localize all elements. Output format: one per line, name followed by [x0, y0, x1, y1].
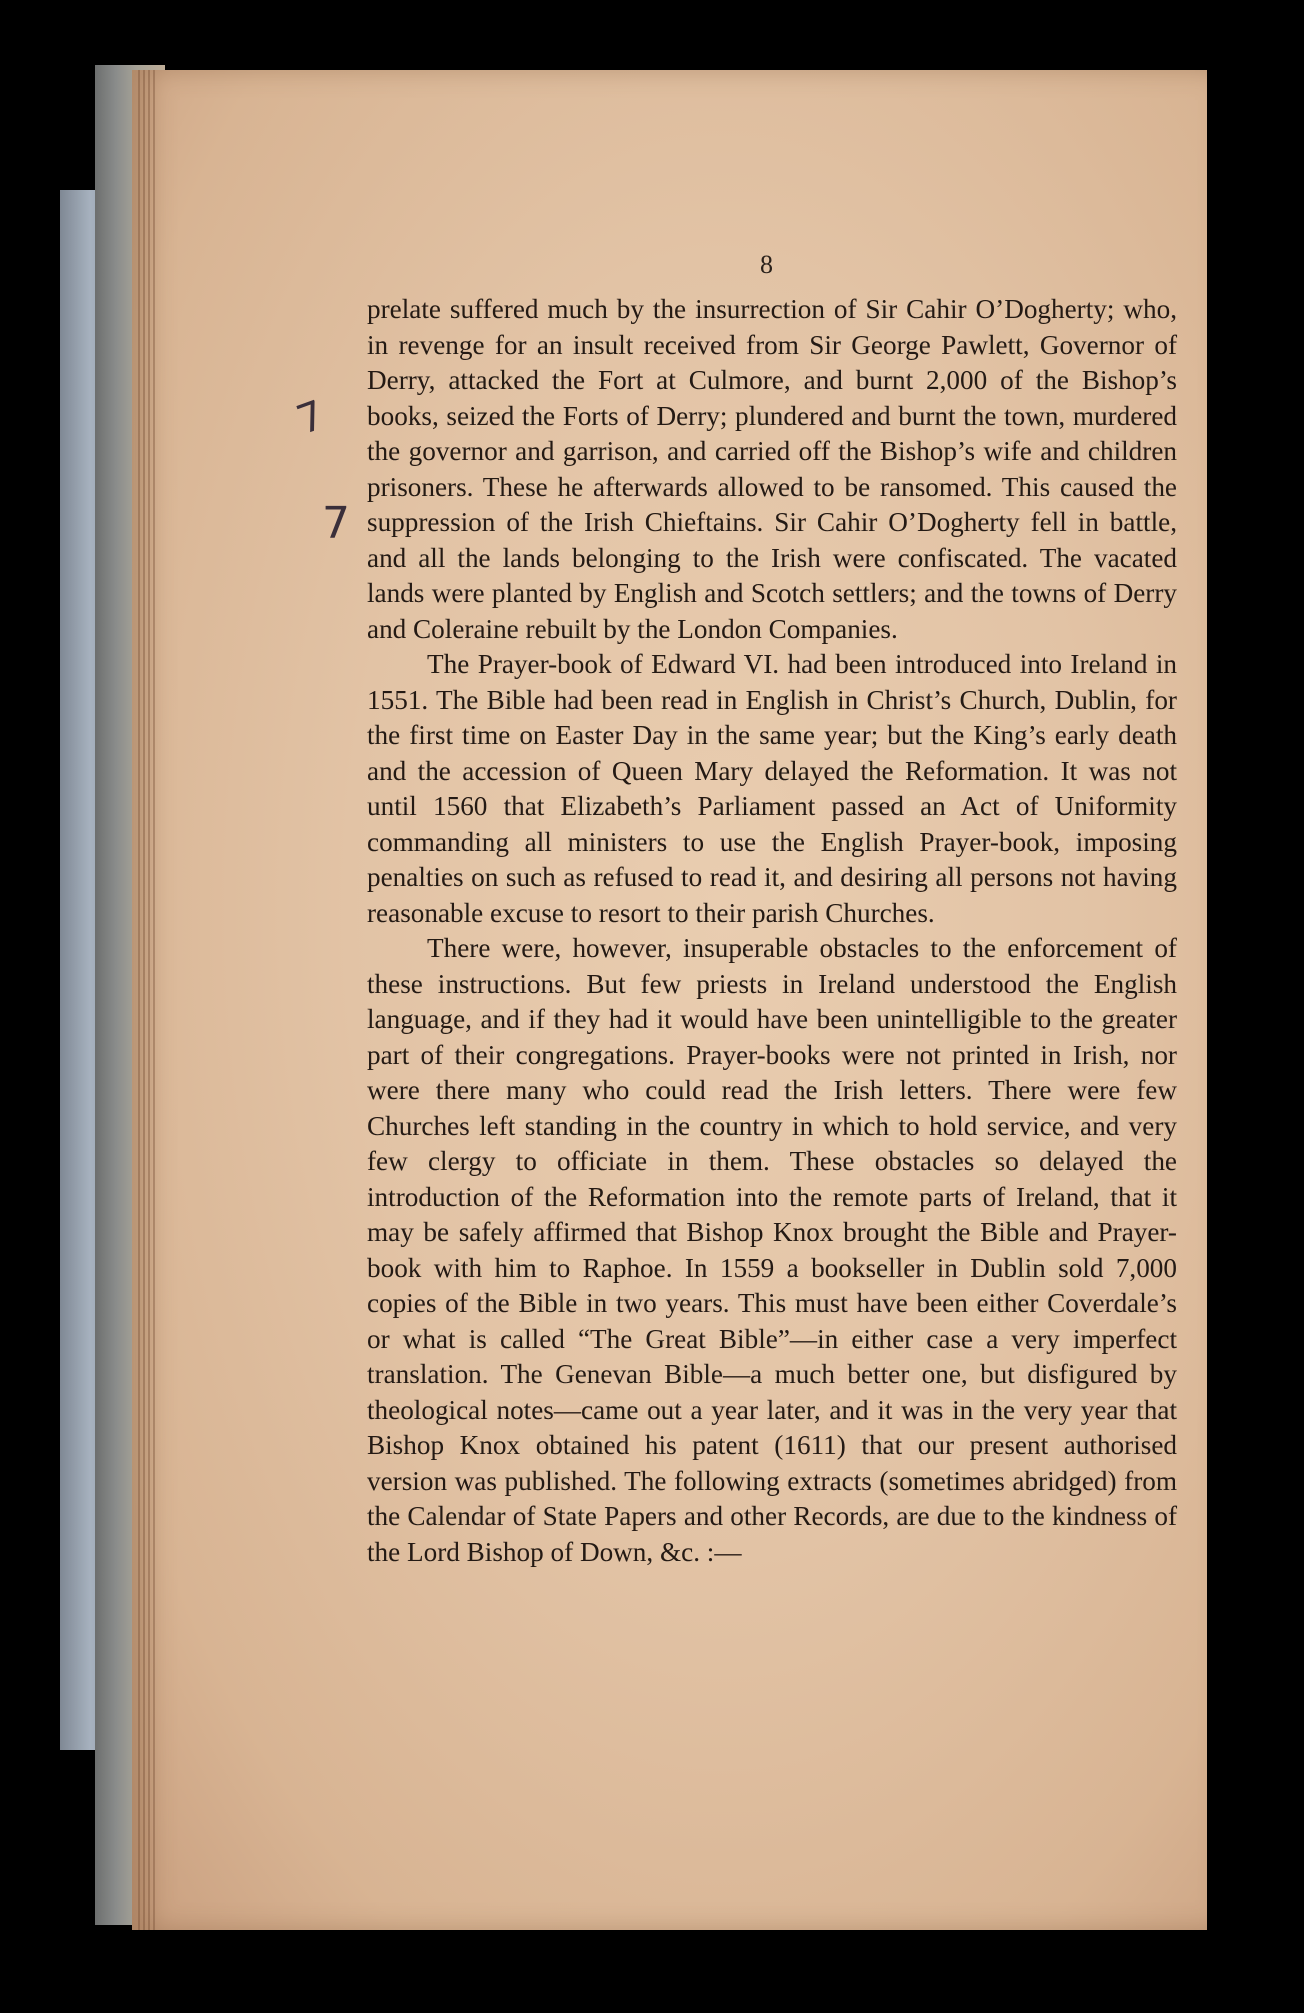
page-gutter	[138, 70, 156, 1930]
page-number: 8	[760, 250, 773, 279]
paragraph: prelate suffered much by the insurrection of Sir Cahir O’Dogherty; who, in revenge for an insult received from Sir George Pawlett, Governor of Derry, attacked the Fort at Culmore, and burnt 2,000 of the Bishop’s books, seized the Forts of Derry; plundered and burnt the town, murdered the governor and garrison, and carried off the Bishop’s wife and children prisoners. These he afterwards allowed to be ransomed. This caused the suppression of the Irish Chieftains. Sir Cahir O’Dogherty fell in battle, and all the lands belonging to the Irish were confiscated. The vacated lands were planted by English and Scotch settlers; and the towns of Derry and Coleraine rebuilt by the London Companies.	[367, 294, 1177, 644]
handwritten-margin-mark: 7	[290, 392, 331, 444]
handwritten-margin-mark: 7	[322, 498, 350, 549]
paragraph: There were, however, insuperable obstacles to the enforcement of these instructions. But few priests in Ireland understood the English language, and if they had it would have been unintelligible to the greater part of their congregations. Prayer-books were not printed in Irish, nor were there many who could read the Irish letters. There were few Churches left standing in the country in which to hold service, and very few clergy to officiate in them. These obstacles so delayed the introduction of the Reformation into the remote parts of Ireland, that it may be safely affirmed that Bishop Knox brought the Bible and Prayer-book with him to Raphoe. In 1559 a bookseller in Dublin sold 7,000 copies of the Bible in two years. This must have been either Coverdale’s or what is called “The Great Bible”—in either case a very imperfect translation. The Genevan Bible—a much better one, but disfigured by theological notes—came out a year later, and it was in the very year that Bishop Knox obtained his patent (1611) that our present authorised version was published. The following extracts (sometimes abridged) from the Calendar of State Papers and other Records, are due to the kindness of the Lord Bishop of Down, &c. :—	[367, 933, 1177, 1567]
paragraph: The Prayer-book of Edward VI. had been introduced into Ireland in 1551. The Bible had been read in English in Christ’s Church, Dublin, for the first time on Easter Day in the same year; but the King’s early death and the accession of Queen Mary delayed the Reformation. It was not until 1560 that Elizabeth’s Parliament passed an Act of Uniformity commanding all ministers to use the English Prayer-book, imposing penalties on such as refused to read it, and desiring all persons not having reasonable excuse to resort to their parish Churches.	[367, 649, 1177, 928]
body-text	[367, 292, 1177, 1570]
